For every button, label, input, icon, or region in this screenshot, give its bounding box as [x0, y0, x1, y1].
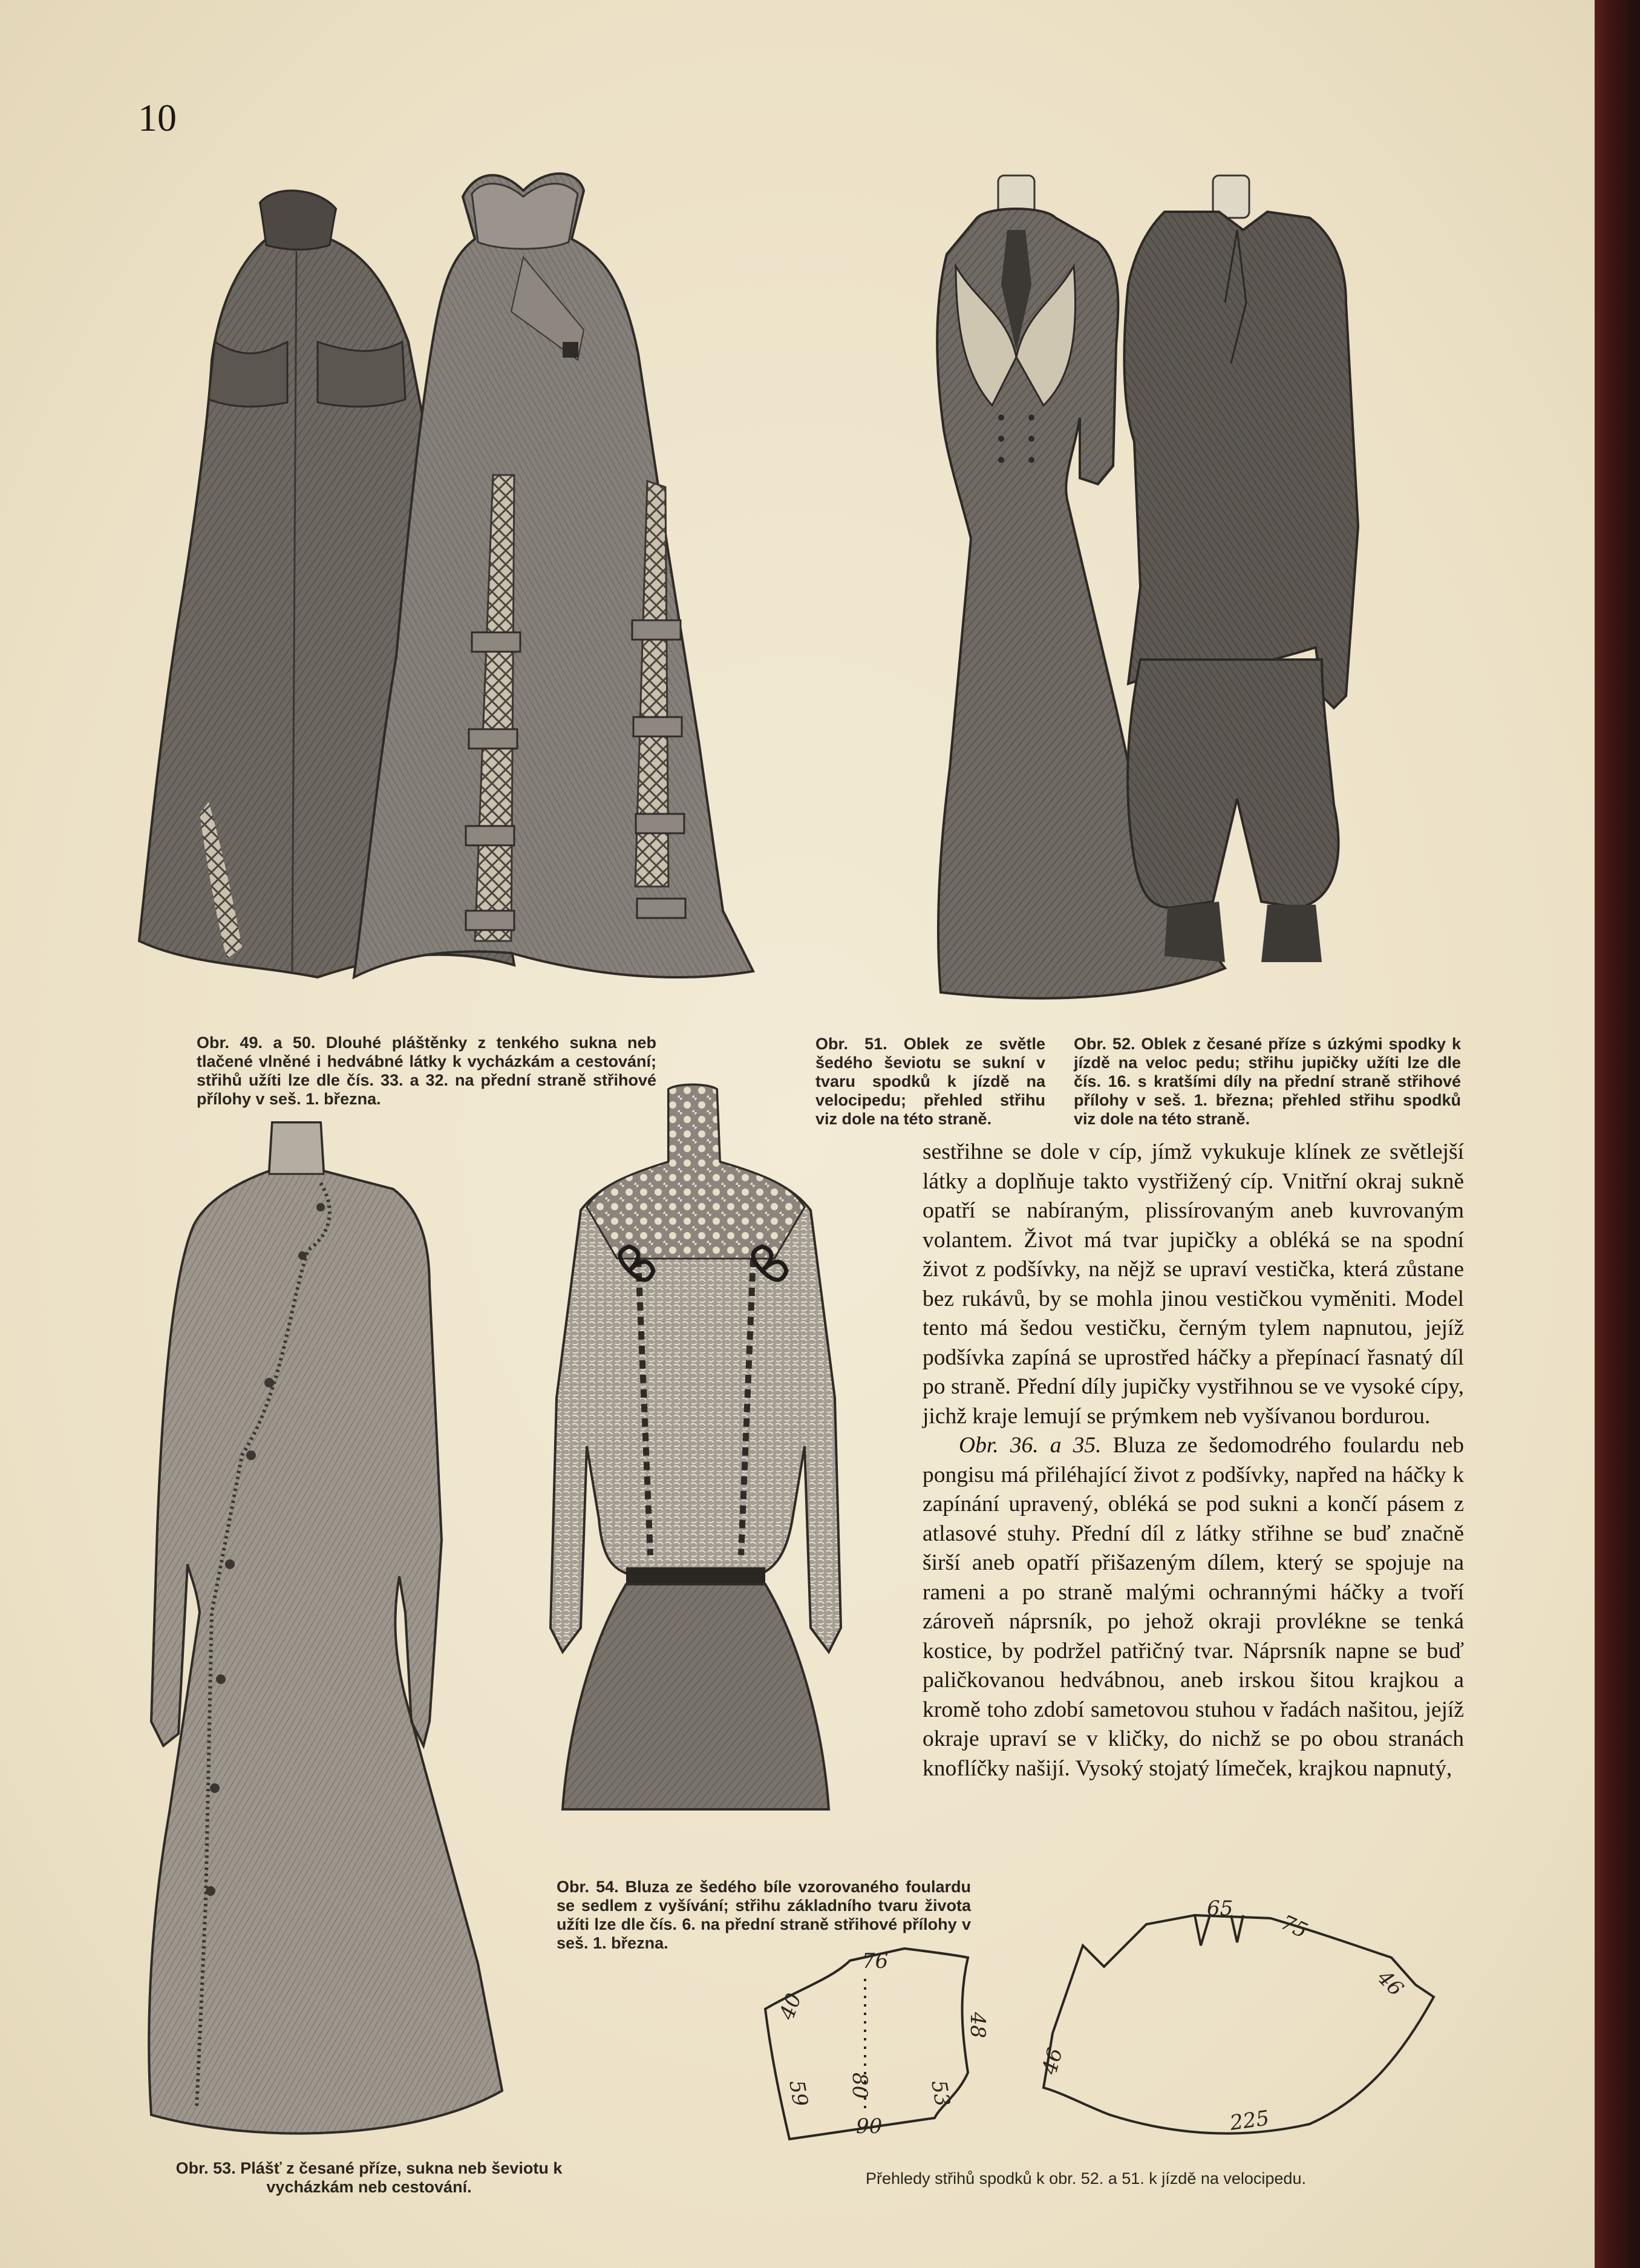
- two-long-capes-icon: [136, 160, 789, 1011]
- caption-fig-52: Obr. 52. Oblek z česané příze s úzkými spodky k jízdě na veloc pedu; střihu jupičky užíti lze dle čís. 16. s kratšími díly na přední straně střihové přílohy v seš. 1. března; přehled střihu spodků viz dole na této straně.: [1074, 1035, 1461, 1128]
- lace-blouse-icon: [520, 1083, 871, 1855]
- figure-blouse-illustration: [520, 1083, 871, 1855]
- figure-long-coat-illustration: [139, 1116, 550, 2151]
- pattern-label-left-2: 48: [965, 2012, 990, 2039]
- pattern-label-right-1: 65: [1207, 1900, 1233, 1921]
- pattern-right-piece: [1044, 1915, 1434, 2134]
- pattern-label-left-4: 59: [784, 2078, 813, 2109]
- article-paragraph-2-text: Bluza ze šedomodrého foulardu neb pongisu má přiléhající život z podšívky, napřed na háčky k zapínání upravený, obléká se pod sukni a končí pásem z atlasové stuhy. Přední díl z látky střihne se buď značně širší aneb opatří přišazeným dílem, který se spojuje na rameni a po straně malými ochrannými háčky a tvoří zároveň náprsník, po jehož okraji provlékne se tenká kostice, by podržel patřičný tvar. Náprsník napne se buď paličkovanou hedvábnou, aneb irskou šitou krajkou a kromě toho zdobí sametovou stuhou v řadách našitou, jejíž okraje upraví se v kličky, do nichž se po obou stranách knoflíčky našijí. Vysoký stojatý límeček, krajkou napnutý,: [923, 1433, 1464, 1781]
- figure-cycling-costumes-illustration: [898, 163, 1382, 1017]
- cycling-costume-knickers-icon: [1124, 175, 1358, 962]
- article-paragraph-2: [923, 1431, 1464, 1783]
- page-number: 10: [138, 96, 177, 139]
- figure-capes-illustration: [136, 160, 789, 1011]
- pattern-label-left-7: 90: [856, 2114, 883, 2139]
- caption-fig-53: Obr. 53. Plášť z česané příze, sukna neb ševiotu k vycházkám neb cestování.: [175, 2159, 563, 2196]
- figure-pattern-diagrams: [759, 1900, 1455, 2154]
- caption-fig-51: Obr. 51. Oblek ze světle šedého ševiotu se sukní v tvaru spodků k jízdě na velocipedu; přehled střihu viz dole na této straně.: [815, 1035, 1045, 1128]
- caption-fig-49-50: Obr. 49. a 50. Dlouhé pláštěnky z tenkého sukna neb tlačené vlněné i hedvábné látky k vycházkám a cestování; střihů užíti lze dle čís. 33. a 32. na přední straně střihové přílohy v seš. 1. března.: [197, 1034, 656, 1108]
- caption-fig-54: Obr. 54. Bluza ze šedého bíle vzorovaného foulardu se sedlem z vyšívání; střihu základního tvaru života užíti lze dle čís. 6. na přední straně střihové přílohy v seš. 1. března.: [557, 1878, 971, 1952]
- pattern-label-right-2: 75: [1277, 1910, 1312, 1944]
- pattern-label-left-3: 40: [774, 1990, 807, 2024]
- pattern-label-right-4: 46: [1037, 2045, 1068, 2077]
- article-body: [923, 1138, 1464, 1783]
- caption-patterns: Přehledy střihů spodků k obr. 52. a 51. k jízdě na velocipedu.: [866, 2169, 1306, 2188]
- book-binding-edge: [1595, 0, 1640, 2268]
- pattern-label-right-5: 225: [1228, 2106, 1271, 2135]
- article-paragraph-1: sestřihne se dole v cíp, jímž vykukuje klínek ze světlejší látky a doplňuje takto vystřižený cíp. Vnitřní okraj sukně opatří se nabíraným, plissírovaným aneb kuvrovaným volantem. Život má tvar jupičky a obléká se na spodní život z podšívky, na nějž se upraví vestička, která zůstane bez rukávů, by se mohla jinou vestičkou vyměniti. Model tento má šedou vestičku, černým tylem napnutou, jejíž podšívka zapíná se uprostřed háčky a přepínací řasnatý díl po straně. Přední díly jupičky vystřihnou se ve vysoké cípy, jichž kraje lemují se prýmkem neb vyšívanou bordurou.: [923, 1139, 1464, 1429]
- pattern-label-left-6: 53: [926, 2078, 955, 2109]
- pattern-label-right-3: 46: [1372, 1965, 1408, 2001]
- pattern-left-piece: [765, 1948, 968, 2139]
- long-coat-icon: [139, 1116, 550, 2151]
- pattern-label-left-5: 80: [848, 2073, 872, 2099]
- figure-reference: Obr. 36. a 35.: [959, 1433, 1102, 1458]
- pattern-label-left-1: 76: [862, 1949, 889, 1973]
